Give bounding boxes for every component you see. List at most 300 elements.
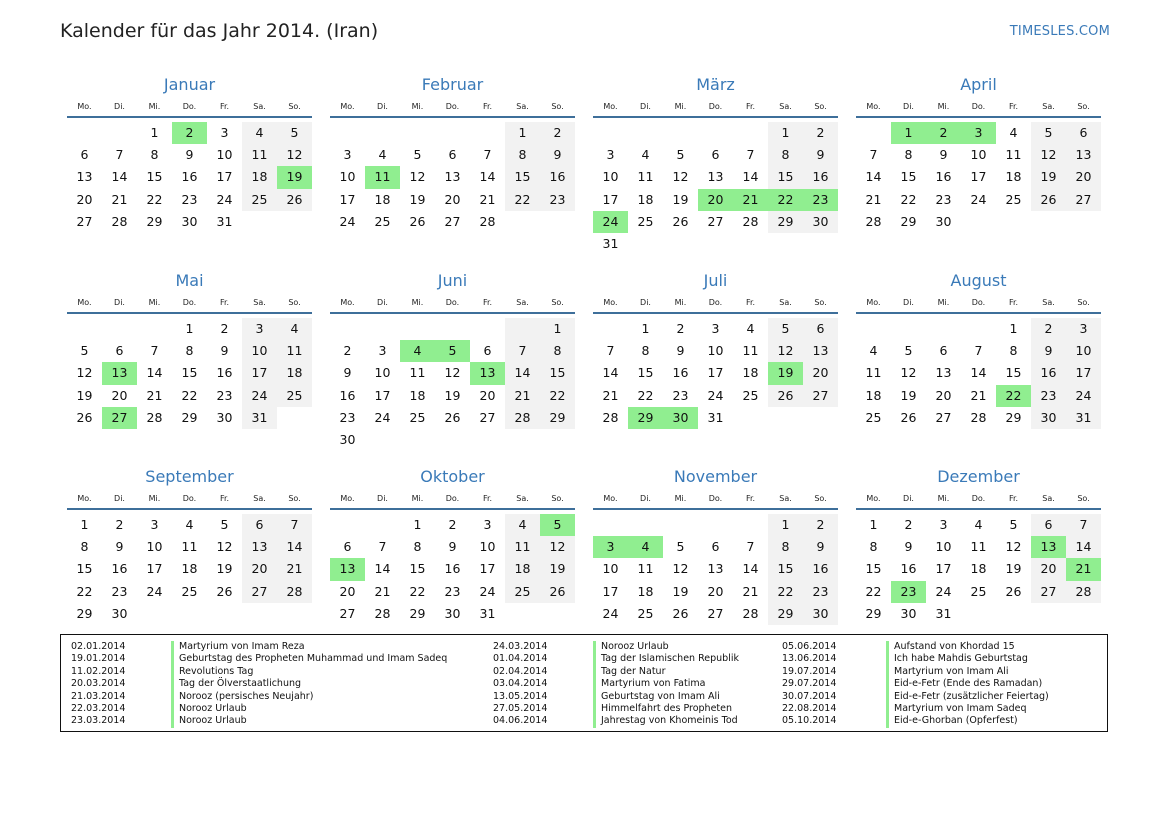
day-cell[interactable]: 6 xyxy=(115,343,124,359)
holiday-day-cell[interactable]: 5 xyxy=(435,340,470,362)
brand-link[interactable]: TIMESLES.COM xyxy=(1009,24,1110,39)
day-cell[interactable]: 7 xyxy=(150,343,159,359)
day-cell[interactable]: 10 xyxy=(602,169,619,185)
day-cell[interactable]: 14 xyxy=(146,365,163,381)
day-cell[interactable]: 21 xyxy=(479,191,496,207)
day-cell[interactable]: 11 xyxy=(1005,147,1022,163)
day-cell[interactable]: 16 xyxy=(111,561,128,577)
day-cell[interactable]: 5 xyxy=(768,318,803,340)
day-cell[interactable]: 30 xyxy=(444,605,461,621)
day-cell[interactable]: 26 xyxy=(76,409,93,425)
day-cell[interactable]: 10 xyxy=(970,147,987,163)
day-cell[interactable]: 7 xyxy=(378,539,387,555)
day-cell[interactable]: 28 xyxy=(1066,581,1101,603)
day-cell[interactable]: 22 xyxy=(181,387,198,403)
day-cell[interactable]: 17 xyxy=(242,362,277,384)
day-cell[interactable]: 26 xyxy=(672,605,689,621)
day-cell[interactable]: 17 xyxy=(1066,362,1101,384)
day-cell[interactable]: 21 xyxy=(970,387,987,403)
day-cell[interactable]: 12 xyxy=(540,536,575,558)
day-cell[interactable]: 29 xyxy=(768,603,803,625)
day-cell[interactable]: 18 xyxy=(242,166,277,188)
day-cell[interactable]: 13 xyxy=(935,365,952,381)
holiday-day-cell[interactable]: 13 xyxy=(1031,536,1066,558)
day-cell[interactable]: 21 xyxy=(146,387,163,403)
day-cell[interactable]: 3 xyxy=(220,125,229,140)
day-cell[interactable]: 19 xyxy=(540,558,575,580)
day-cell[interactable]: 15 xyxy=(768,166,803,188)
day-cell[interactable]: 28 xyxy=(146,409,163,425)
day-cell[interactable]: 20 xyxy=(1066,166,1101,188)
day-cell[interactable]: 16 xyxy=(339,387,356,403)
day-cell[interactable]: 3 xyxy=(483,517,492,532)
day-cell[interactable]: 20 xyxy=(707,583,724,599)
day-cell[interactable]: 11 xyxy=(637,169,654,185)
day-cell[interactable]: 7 xyxy=(869,147,878,163)
day-cell[interactable]: 12 xyxy=(409,169,426,185)
day-cell[interactable]: 6 xyxy=(242,514,277,536)
day-cell[interactable]: 19 xyxy=(1031,166,1066,188)
day-cell[interactable]: 4 xyxy=(277,318,312,340)
day-cell[interactable]: 10 xyxy=(339,169,356,185)
day-cell[interactable]: 27 xyxy=(803,385,838,407)
day-cell[interactable]: 24 xyxy=(374,409,391,425)
day-cell[interactable]: 15 xyxy=(637,365,654,381)
day-cell[interactable]: 19 xyxy=(444,387,461,403)
day-cell[interactable]: 12 xyxy=(1005,539,1022,555)
day-cell[interactable]: 18 xyxy=(1005,169,1022,185)
day-cell[interactable]: 24 xyxy=(479,583,496,599)
day-cell[interactable]: 10 xyxy=(602,561,619,577)
day-cell[interactable]: 16 xyxy=(216,365,233,381)
day-cell[interactable]: 1 xyxy=(768,514,803,536)
day-cell[interactable]: 8 xyxy=(185,343,194,359)
day-cell[interactable]: 30 xyxy=(900,605,917,621)
day-cell[interactable]: 8 xyxy=(641,343,650,359)
holiday-day-cell[interactable]: 13 xyxy=(330,558,365,580)
day-cell[interactable]: 30 xyxy=(181,213,198,229)
day-cell[interactable]: 20 xyxy=(1031,558,1066,580)
day-cell[interactable]: 8 xyxy=(540,340,575,362)
day-cell[interactable]: 18 xyxy=(865,387,882,403)
day-cell[interactable]: 25 xyxy=(277,385,312,407)
day-cell[interactable]: 14 xyxy=(970,365,987,381)
day-cell[interactable]: 6 xyxy=(448,147,457,163)
day-cell[interactable]: 29 xyxy=(409,605,426,621)
holiday-day-cell[interactable]: 23 xyxy=(803,189,838,211)
day-cell[interactable]: 17 xyxy=(374,387,391,403)
day-cell[interactable]: 6 xyxy=(939,343,948,359)
day-cell[interactable]: 2 xyxy=(540,122,575,144)
day-cell[interactable]: 25 xyxy=(374,213,391,229)
day-cell[interactable]: 10 xyxy=(242,340,277,362)
day-cell[interactable]: 6 xyxy=(343,539,352,555)
day-cell[interactable]: 2 xyxy=(343,343,352,359)
day-cell[interactable]: 20 xyxy=(111,387,128,403)
day-cell[interactable]: 13 xyxy=(242,536,277,558)
day-cell[interactable]: 10 xyxy=(146,539,163,555)
day-cell[interactable]: 30 xyxy=(935,213,952,229)
day-cell[interactable]: 15 xyxy=(181,365,198,381)
holiday-day-cell[interactable]: 20 xyxy=(698,189,733,211)
day-cell[interactable]: 7 xyxy=(115,147,124,163)
day-cell[interactable]: 3 xyxy=(343,147,352,163)
day-cell[interactable]: 9 xyxy=(904,539,913,555)
holiday-day-cell[interactable]: 24 xyxy=(593,211,628,233)
day-cell[interactable]: 24 xyxy=(339,213,356,229)
day-cell[interactable]: 2 xyxy=(904,517,913,532)
day-cell[interactable]: 7 xyxy=(483,147,492,163)
day-cell[interactable]: 23 xyxy=(935,191,952,207)
day-cell[interactable]: 21 xyxy=(602,387,619,403)
day-cell[interactable]: 7 xyxy=(1066,514,1101,536)
day-cell[interactable]: 8 xyxy=(1009,343,1018,359)
day-cell[interactable]: 28 xyxy=(602,409,619,425)
day-cell[interactable]: 18 xyxy=(277,362,312,384)
day-cell[interactable]: 20 xyxy=(444,191,461,207)
day-cell[interactable]: 14 xyxy=(1066,536,1101,558)
day-cell[interactable]: 25 xyxy=(242,189,277,211)
day-cell[interactable]: 1 xyxy=(185,321,194,336)
day-cell[interactable]: 2 xyxy=(803,122,838,144)
day-cell[interactable]: 5 xyxy=(220,517,229,532)
day-cell[interactable]: 25 xyxy=(742,387,759,403)
day-cell[interactable]: 5 xyxy=(80,343,89,359)
day-cell[interactable]: 24 xyxy=(935,583,952,599)
day-cell[interactable]: 11 xyxy=(505,536,540,558)
day-cell[interactable]: 26 xyxy=(216,583,233,599)
day-cell[interactable]: 11 xyxy=(409,365,426,381)
day-cell[interactable]: 25 xyxy=(505,581,540,603)
day-cell[interactable]: 21 xyxy=(505,385,540,407)
day-cell[interactable]: 5 xyxy=(1031,122,1066,144)
day-cell[interactable]: 30 xyxy=(111,605,128,621)
day-cell[interactable]: 9 xyxy=(343,365,352,381)
day-cell[interactable]: 26 xyxy=(277,189,312,211)
day-cell[interactable]: 27 xyxy=(1066,189,1101,211)
day-cell[interactable]: 17 xyxy=(146,561,163,577)
holiday-day-cell[interactable]: 11 xyxy=(365,166,400,188)
day-cell[interactable]: 8 xyxy=(413,539,422,555)
day-cell[interactable]: 5 xyxy=(1009,517,1018,532)
day-cell[interactable]: 24 xyxy=(707,387,724,403)
day-cell[interactable]: 21 xyxy=(742,583,759,599)
holiday-day-cell[interactable]: 4 xyxy=(400,340,435,362)
day-cell[interactable]: 4 xyxy=(378,147,387,163)
day-cell[interactable]: 23 xyxy=(216,387,233,403)
day-cell[interactable]: 13 xyxy=(707,561,724,577)
day-cell[interactable]: 2 xyxy=(803,514,838,536)
day-cell[interactable]: 9 xyxy=(676,343,685,359)
day-cell[interactable]: 20 xyxy=(76,191,93,207)
day-cell[interactable]: 8 xyxy=(904,147,913,163)
day-cell[interactable]: 16 xyxy=(803,166,838,188)
day-cell[interactable]: 15 xyxy=(409,561,426,577)
day-cell[interactable]: 22 xyxy=(505,189,540,211)
day-cell[interactable]: 15 xyxy=(505,166,540,188)
holiday-day-cell[interactable]: 2 xyxy=(172,122,207,144)
day-cell[interactable]: 25 xyxy=(970,583,987,599)
day-cell[interactable]: 14 xyxy=(374,561,391,577)
day-cell[interactable]: 17 xyxy=(602,583,619,599)
day-cell[interactable]: 17 xyxy=(479,561,496,577)
day-cell[interactable]: 12 xyxy=(444,365,461,381)
day-cell[interactable]: 11 xyxy=(742,343,759,359)
day-cell[interactable]: 7 xyxy=(746,147,755,163)
day-cell[interactable]: 15 xyxy=(865,561,882,577)
day-cell[interactable]: 12 xyxy=(672,561,689,577)
day-cell[interactable]: 4 xyxy=(746,321,755,336)
holiday-day-cell[interactable]: 21 xyxy=(1066,558,1101,580)
day-cell[interactable]: 17 xyxy=(935,561,952,577)
day-cell[interactable]: 20 xyxy=(935,387,952,403)
day-cell[interactable]: 11 xyxy=(181,539,198,555)
day-cell[interactable]: 13 xyxy=(444,169,461,185)
day-cell[interactable]: 9 xyxy=(448,539,457,555)
day-cell[interactable]: 9 xyxy=(1031,340,1066,362)
day-cell[interactable]: 12 xyxy=(76,365,93,381)
day-cell[interactable]: 30 xyxy=(803,211,838,233)
day-cell[interactable]: 6 xyxy=(711,147,720,163)
day-cell[interactable]: 4 xyxy=(641,147,650,163)
day-cell[interactable]: 22 xyxy=(768,581,803,603)
day-cell[interactable]: 22 xyxy=(146,191,163,207)
day-cell[interactable]: 29 xyxy=(900,213,917,229)
day-cell[interactable]: 1 xyxy=(413,517,422,532)
day-cell[interactable]: 19 xyxy=(1005,561,1022,577)
day-cell[interactable]: 6 xyxy=(483,343,492,359)
day-cell[interactable]: 18 xyxy=(742,365,759,381)
day-cell[interactable]: 13 xyxy=(1066,144,1101,166)
day-cell[interactable]: 9 xyxy=(939,147,948,163)
day-cell[interactable]: 16 xyxy=(181,169,198,185)
day-cell[interactable]: 6 xyxy=(711,539,720,555)
day-cell[interactable]: 4 xyxy=(242,122,277,144)
day-cell[interactable]: 8 xyxy=(768,536,803,558)
day-cell[interactable]: 22 xyxy=(540,385,575,407)
day-cell[interactable]: 26 xyxy=(409,213,426,229)
day-cell[interactable]: 4 xyxy=(869,343,878,359)
day-cell[interactable]: 6 xyxy=(1031,514,1066,536)
day-cell[interactable]: 20 xyxy=(803,362,838,384)
day-cell[interactable]: 2 xyxy=(448,517,457,532)
day-cell[interactable]: 30 xyxy=(1031,407,1066,429)
holiday-day-cell[interactable]: 30 xyxy=(663,407,698,429)
day-cell[interactable]: 4 xyxy=(974,517,983,532)
day-cell[interactable]: 6 xyxy=(803,318,838,340)
day-cell[interactable]: 31 xyxy=(935,605,952,621)
day-cell[interactable]: 7 xyxy=(746,539,755,555)
day-cell[interactable]: 22 xyxy=(637,387,654,403)
day-cell[interactable]: 26 xyxy=(1031,189,1066,211)
holiday-day-cell[interactable]: 27 xyxy=(102,407,137,429)
day-cell[interactable]: 14 xyxy=(742,561,759,577)
day-cell[interactable]: 29 xyxy=(1005,409,1022,425)
day-cell[interactable]: 28 xyxy=(505,407,540,429)
holiday-day-cell[interactable]: 22 xyxy=(996,385,1031,407)
day-cell[interactable]: 17 xyxy=(339,191,356,207)
day-cell[interactable]: 15 xyxy=(146,169,163,185)
day-cell[interactable]: 7 xyxy=(974,343,983,359)
holiday-day-cell[interactable]: 13 xyxy=(102,362,137,384)
day-cell[interactable]: 3 xyxy=(939,517,948,532)
holiday-day-cell[interactable]: 3 xyxy=(961,122,996,144)
day-cell[interactable]: 3 xyxy=(606,147,615,163)
day-cell[interactable]: 3 xyxy=(378,343,387,359)
day-cell[interactable]: 29 xyxy=(865,605,882,621)
day-cell[interactable]: 23 xyxy=(444,583,461,599)
day-cell[interactable]: 25 xyxy=(865,409,882,425)
day-cell[interactable]: 8 xyxy=(768,144,803,166)
day-cell[interactable]: 1 xyxy=(505,122,540,144)
day-cell[interactable]: 18 xyxy=(374,191,391,207)
day-cell[interactable]: 10 xyxy=(216,147,233,163)
day-cell[interactable]: 31 xyxy=(1066,407,1101,429)
day-cell[interactable]: 7 xyxy=(606,343,615,359)
day-cell[interactable]: 14 xyxy=(505,362,540,384)
day-cell[interactable]: 2 xyxy=(676,321,685,336)
day-cell[interactable]: 27 xyxy=(339,605,356,621)
day-cell[interactable]: 26 xyxy=(540,581,575,603)
day-cell[interactable]: 19 xyxy=(76,387,93,403)
day-cell[interactable]: 4 xyxy=(185,517,194,532)
day-cell[interactable]: 17 xyxy=(707,365,724,381)
day-cell[interactable]: 9 xyxy=(803,536,838,558)
day-cell[interactable]: 25 xyxy=(637,213,654,229)
day-cell[interactable]: 5 xyxy=(277,122,312,144)
day-cell[interactable]: 1 xyxy=(80,517,89,532)
day-cell[interactable]: 12 xyxy=(216,539,233,555)
day-cell[interactable]: 5 xyxy=(676,539,685,555)
day-cell[interactable]: 29 xyxy=(540,407,575,429)
day-cell[interactable]: 8 xyxy=(80,539,89,555)
day-cell[interactable]: 11 xyxy=(242,144,277,166)
day-cell[interactable]: 30 xyxy=(339,431,356,447)
day-cell[interactable]: 10 xyxy=(707,343,724,359)
day-cell[interactable]: 9 xyxy=(185,147,194,163)
day-cell[interactable]: 22 xyxy=(865,583,882,599)
day-cell[interactable]: 15 xyxy=(540,362,575,384)
day-cell[interactable]: 26 xyxy=(768,385,803,407)
holiday-day-cell[interactable]: 21 xyxy=(733,189,768,211)
day-cell[interactable]: 16 xyxy=(540,166,575,188)
holiday-day-cell[interactable]: 2 xyxy=(926,122,961,144)
day-cell[interactable]: 27 xyxy=(707,213,724,229)
day-cell[interactable]: 7 xyxy=(505,340,540,362)
day-cell[interactable]: 26 xyxy=(444,409,461,425)
day-cell[interactable]: 14 xyxy=(742,169,759,185)
day-cell[interactable]: 19 xyxy=(672,191,689,207)
day-cell[interactable]: 12 xyxy=(900,365,917,381)
holiday-day-cell[interactable]: 19 xyxy=(277,166,312,188)
day-cell[interactable]: 16 xyxy=(803,558,838,580)
day-cell[interactable]: 31 xyxy=(216,213,233,229)
day-cell[interactable]: 31 xyxy=(242,407,277,429)
day-cell[interactable]: 1 xyxy=(150,125,159,140)
day-cell[interactable]: 11 xyxy=(865,365,882,381)
day-cell[interactable]: 17 xyxy=(970,169,987,185)
day-cell[interactable]: 15 xyxy=(1005,365,1022,381)
holiday-day-cell[interactable]: 5 xyxy=(540,514,575,536)
day-cell[interactable]: 22 xyxy=(76,583,93,599)
day-cell[interactable]: 21 xyxy=(111,191,128,207)
day-cell[interactable]: 5 xyxy=(413,147,422,163)
day-cell[interactable]: 7 xyxy=(277,514,312,536)
day-cell[interactable]: 17 xyxy=(216,169,233,185)
day-cell[interactable]: 5 xyxy=(676,147,685,163)
day-cell[interactable]: 20 xyxy=(479,387,496,403)
holiday-day-cell[interactable]: 22 xyxy=(768,189,803,211)
day-cell[interactable]: 8 xyxy=(150,147,159,163)
day-cell[interactable]: 11 xyxy=(277,340,312,362)
day-cell[interactable]: 4 xyxy=(1009,125,1018,140)
day-cell[interactable]: 10 xyxy=(479,539,496,555)
day-cell[interactable]: 28 xyxy=(865,213,882,229)
day-cell[interactable]: 29 xyxy=(181,409,198,425)
day-cell[interactable]: 18 xyxy=(637,583,654,599)
day-cell[interactable]: 5 xyxy=(904,343,913,359)
day-cell[interactable]: 11 xyxy=(637,561,654,577)
day-cell[interactable]: 24 xyxy=(1066,385,1101,407)
day-cell[interactable]: 26 xyxy=(900,409,917,425)
day-cell[interactable]: 12 xyxy=(672,169,689,185)
day-cell[interactable]: 12 xyxy=(1031,144,1066,166)
day-cell[interactable]: 18 xyxy=(181,561,198,577)
day-cell[interactable]: 16 xyxy=(672,365,689,381)
day-cell[interactable]: 18 xyxy=(505,558,540,580)
day-cell[interactable]: 15 xyxy=(900,169,917,185)
day-cell[interactable]: 31 xyxy=(707,409,724,425)
day-cell[interactable]: 23 xyxy=(1031,385,1066,407)
day-cell[interactable]: 18 xyxy=(409,387,426,403)
day-cell[interactable]: 29 xyxy=(76,605,93,621)
day-cell[interactable]: 19 xyxy=(900,387,917,403)
day-cell[interactable]: 13 xyxy=(76,169,93,185)
holiday-day-cell[interactable]: 4 xyxy=(628,536,663,558)
day-cell[interactable]: 24 xyxy=(146,583,163,599)
day-cell[interactable]: 27 xyxy=(707,605,724,621)
day-cell[interactable]: 1 xyxy=(540,318,575,340)
day-cell[interactable]: 6 xyxy=(1066,122,1101,144)
day-cell[interactable]: 14 xyxy=(865,169,882,185)
day-cell[interactable]: 23 xyxy=(803,581,838,603)
day-cell[interactable]: 16 xyxy=(935,169,952,185)
day-cell[interactable]: 27 xyxy=(76,213,93,229)
holiday-day-cell[interactable]: 3 xyxy=(593,536,628,558)
holiday-day-cell[interactable]: 1 xyxy=(891,122,926,144)
day-cell[interactable]: 19 xyxy=(672,583,689,599)
day-cell[interactable]: 29 xyxy=(768,211,803,233)
day-cell[interactable]: 3 xyxy=(150,517,159,532)
day-cell[interactable]: 9 xyxy=(115,539,124,555)
day-cell[interactable]: 23 xyxy=(181,191,198,207)
day-cell[interactable]: 28 xyxy=(742,213,759,229)
day-cell[interactable]: 26 xyxy=(672,213,689,229)
day-cell[interactable]: 24 xyxy=(242,385,277,407)
day-cell[interactable]: 25 xyxy=(637,605,654,621)
day-cell[interactable]: 12 xyxy=(768,340,803,362)
day-cell[interactable]: 14 xyxy=(277,536,312,558)
day-cell[interactable]: 11 xyxy=(970,539,987,555)
day-cell[interactable]: 24 xyxy=(970,191,987,207)
day-cell[interactable]: 19 xyxy=(409,191,426,207)
day-cell[interactable]: 3 xyxy=(242,318,277,340)
day-cell[interactable]: 14 xyxy=(479,169,496,185)
day-cell[interactable]: 20 xyxy=(339,583,356,599)
day-cell[interactable]: 16 xyxy=(444,561,461,577)
day-cell[interactable]: 9 xyxy=(803,144,838,166)
day-cell[interactable]: 10 xyxy=(935,539,952,555)
